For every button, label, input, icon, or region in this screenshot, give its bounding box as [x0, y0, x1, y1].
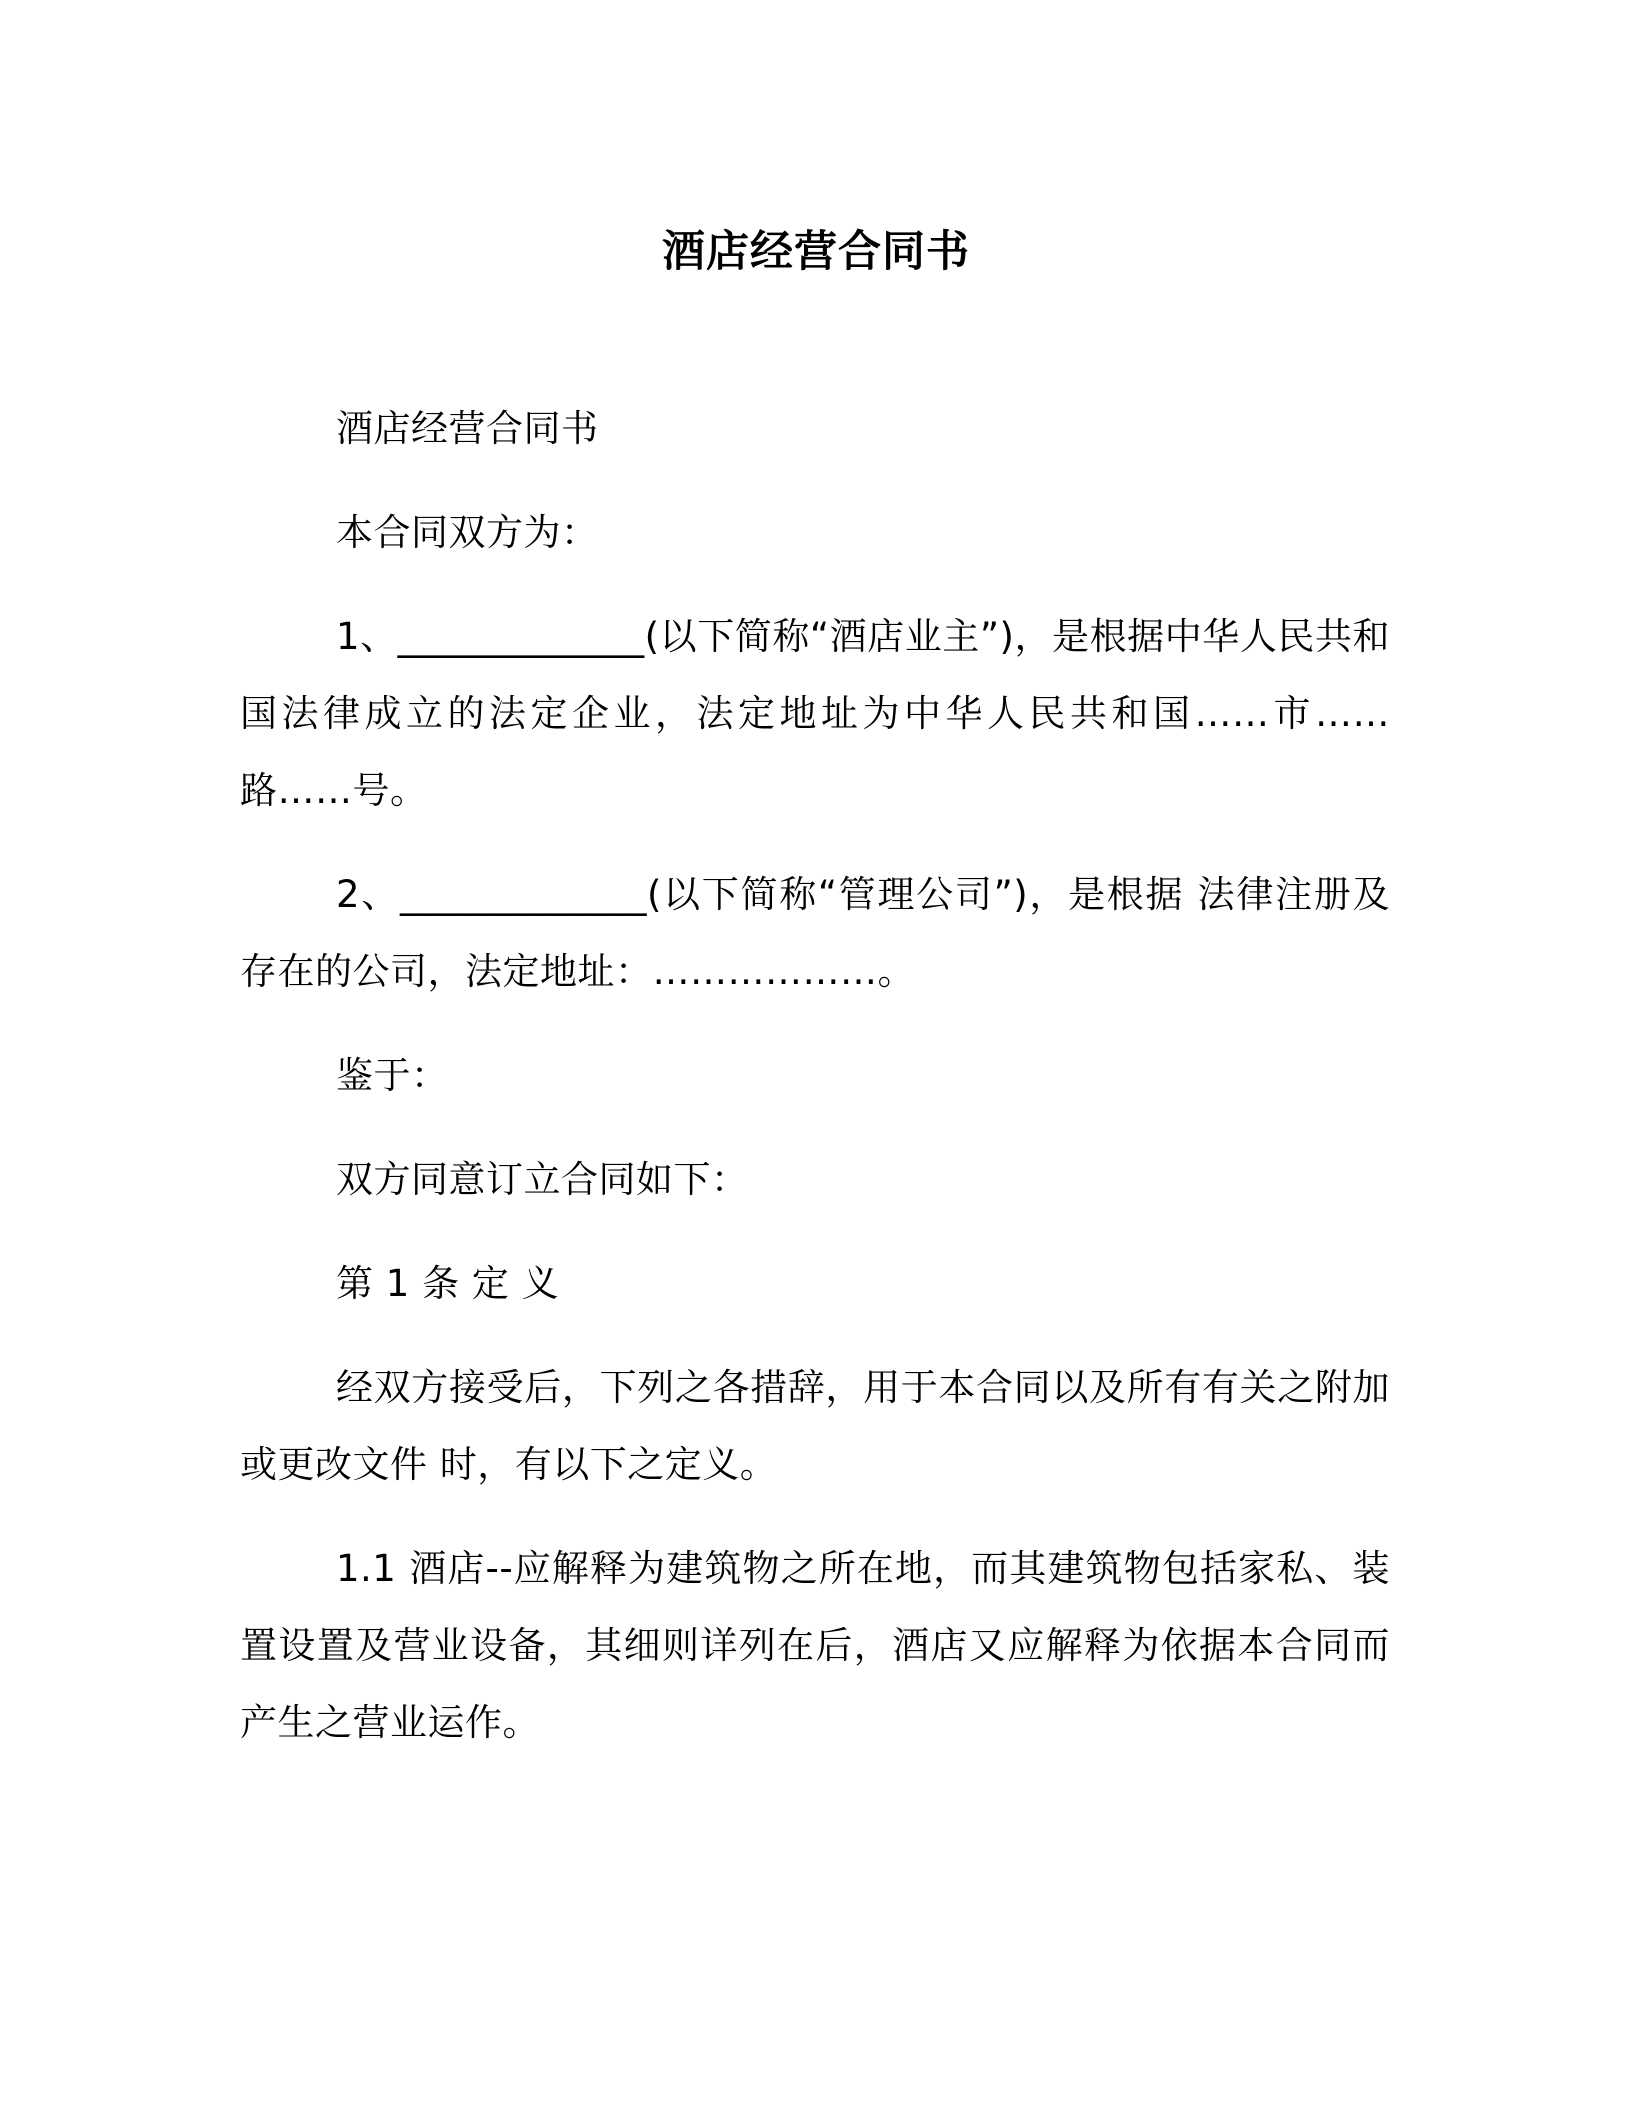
- document-body: [240, 390, 1390, 1761]
- paragraph-parties-intro: 本合同双方为：: [336, 511, 599, 554]
- paragraph-whereas: 鉴于：: [336, 1054, 449, 1097]
- article-1-heading: 第 1 条 定 义: [336, 1262, 560, 1305]
- paragraph-definition-1-1: 1.1 酒店--应解释为建筑物之所在地，而其建筑物包括家私、装置设置及营业设备，其细则详列在后，酒店又应解释为依据本合同而产生之营业运作。: [240, 1547, 1390, 1744]
- document-title: 酒店经营合同书: [662, 227, 970, 277]
- paragraph-definitions-intro: 经双方接受后，下列之各措辞，用于本合同以及所有有关之附加或更改文件 时，有以下之定义。: [240, 1366, 1390, 1486]
- paragraph-agreement: 双方同意订立合同如下：: [336, 1158, 749, 1201]
- paragraph-party-1: 1、_____________(以下简称“酒店业主”)，是根据中华人民共和国法律成立的法定企业，法定地址为中华人民共和国……市……路……号。: [240, 615, 1390, 812]
- paragraph-heading: 酒店经营合同书: [336, 407, 599, 450]
- paragraph-party-2: 2、_____________(以下简称“管理公司”)，是根据 法律注册及存在的公司，法定地址：………………。: [240, 873, 1390, 993]
